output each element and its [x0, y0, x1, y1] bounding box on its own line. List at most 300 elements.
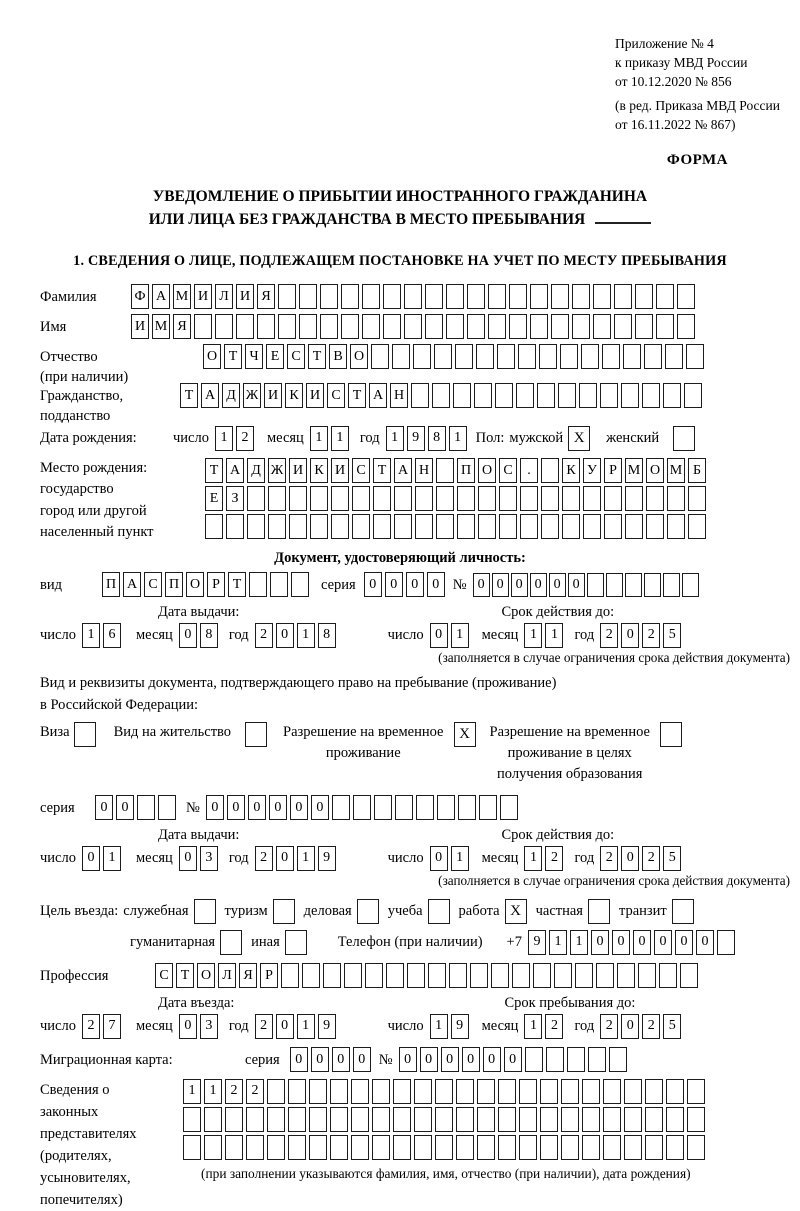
char-box[interactable]	[373, 486, 391, 511]
char-box[interactable]: 0	[504, 1047, 522, 1072]
char-box[interactable]	[194, 314, 212, 339]
char-box[interactable]	[278, 314, 296, 339]
char-box[interactable]: Я	[173, 314, 191, 339]
char-box[interactable]: С	[499, 458, 517, 483]
char-box[interactable]: А	[152, 284, 170, 309]
char-box[interactable]: И	[236, 284, 254, 309]
char-box[interactable]	[614, 284, 632, 309]
char-box[interactable]: А	[123, 572, 141, 597]
char-box[interactable]	[257, 314, 275, 339]
char-box[interactable]	[225, 1135, 243, 1160]
char-box[interactable]	[680, 963, 698, 988]
char-box[interactable]	[623, 344, 641, 369]
char-box[interactable]: С	[352, 458, 370, 483]
char-box[interactable]	[603, 1079, 621, 1104]
char-box[interactable]	[596, 963, 614, 988]
char-box[interactable]: З	[226, 486, 244, 511]
char-box[interactable]	[291, 572, 309, 597]
char-box[interactable]	[583, 514, 601, 539]
char-box[interactable]	[299, 314, 317, 339]
char-box[interactable]: 2	[255, 623, 273, 648]
char-box[interactable]: Р	[207, 572, 225, 597]
char-box[interactable]: 1	[524, 1014, 542, 1039]
char-box[interactable]	[449, 963, 467, 988]
char-box[interactable]: Т	[308, 344, 326, 369]
char-box[interactable]: 1	[297, 846, 315, 871]
char-box[interactable]	[498, 1107, 516, 1132]
char-box[interactable]	[446, 284, 464, 309]
char-box[interactable]	[625, 486, 643, 511]
char-box[interactable]: 0	[441, 1047, 459, 1072]
char-box[interactable]: У	[583, 458, 601, 483]
char-box[interactable]	[330, 1079, 348, 1104]
char-box[interactable]: Я	[239, 963, 257, 988]
char-box[interactable]	[309, 1079, 327, 1104]
char-box[interactable]	[341, 314, 359, 339]
char-box[interactable]	[330, 1135, 348, 1160]
char-box[interactable]	[499, 514, 517, 539]
char-box[interactable]	[604, 486, 622, 511]
char-box[interactable]	[575, 963, 593, 988]
char-box[interactable]	[456, 1079, 474, 1104]
char-box[interactable]	[137, 795, 155, 820]
char-box[interactable]	[537, 383, 555, 408]
char-box[interactable]: 0	[696, 930, 714, 955]
char-box[interactable]	[497, 344, 515, 369]
char-box[interactable]	[435, 1079, 453, 1104]
char-box[interactable]	[205, 514, 223, 539]
visa-checkbox[interactable]	[74, 722, 96, 747]
char-box[interactable]	[467, 314, 485, 339]
char-box[interactable]: 0	[290, 1047, 308, 1072]
char-box[interactable]	[477, 1107, 495, 1132]
char-box[interactable]	[663, 383, 681, 408]
char-box[interactable]	[560, 344, 578, 369]
char-box[interactable]: Л	[218, 963, 236, 988]
char-box[interactable]	[541, 458, 559, 483]
char-box[interactable]	[247, 486, 265, 511]
char-box[interactable]: Я	[257, 284, 275, 309]
char-box[interactable]: 1	[310, 426, 328, 451]
char-box[interactable]: 1	[204, 1079, 222, 1104]
char-box[interactable]	[645, 1107, 663, 1132]
char-box[interactable]	[470, 963, 488, 988]
char-box[interactable]	[609, 1047, 627, 1072]
char-box[interactable]: 0	[311, 795, 329, 820]
temp-residence-checkbox[interactable]: X	[454, 722, 476, 747]
char-box[interactable]	[425, 284, 443, 309]
char-box[interactable]: 1	[331, 426, 349, 451]
char-box[interactable]	[344, 963, 362, 988]
char-box[interactable]	[656, 284, 674, 309]
char-box[interactable]: А	[201, 383, 219, 408]
char-box[interactable]: Е	[266, 344, 284, 369]
purpose-humanitarian-checkbox[interactable]	[220, 930, 242, 955]
purpose-tourism-checkbox[interactable]	[273, 899, 295, 924]
char-box[interactable]	[331, 486, 349, 511]
char-box[interactable]	[572, 314, 590, 339]
char-box[interactable]: А	[394, 458, 412, 483]
char-box[interactable]	[414, 1135, 432, 1160]
char-box[interactable]	[525, 1047, 543, 1072]
char-box[interactable]	[247, 514, 265, 539]
char-box[interactable]	[158, 795, 176, 820]
char-box[interactable]	[467, 284, 485, 309]
char-box[interactable]	[540, 1135, 558, 1160]
char-box[interactable]: Ч	[245, 344, 263, 369]
char-box[interactable]	[411, 383, 429, 408]
char-box[interactable]	[225, 1107, 243, 1132]
char-box[interactable]	[477, 1079, 495, 1104]
char-box[interactable]	[717, 930, 735, 955]
char-box[interactable]: 0	[179, 623, 197, 648]
char-box[interactable]: 0	[473, 573, 490, 597]
char-box[interactable]	[246, 1135, 264, 1160]
char-box[interactable]	[353, 795, 371, 820]
char-box[interactable]: М	[625, 458, 643, 483]
sex-male-checkbox[interactable]: X	[568, 426, 590, 451]
char-box[interactable]	[474, 383, 492, 408]
char-box[interactable]: 1	[545, 623, 563, 648]
char-box[interactable]	[365, 963, 383, 988]
char-box[interactable]: 0	[430, 623, 448, 648]
char-box[interactable]	[215, 314, 233, 339]
char-box[interactable]: И	[131, 314, 149, 339]
char-box[interactable]: 0	[462, 1047, 480, 1072]
char-box[interactable]	[635, 314, 653, 339]
char-box[interactable]	[495, 383, 513, 408]
char-box[interactable]: И	[306, 383, 324, 408]
char-box[interactable]: 0	[430, 846, 448, 871]
char-box[interactable]	[479, 795, 497, 820]
char-box[interactable]: 2	[600, 1014, 618, 1039]
char-box[interactable]	[288, 1135, 306, 1160]
char-box[interactable]	[500, 795, 518, 820]
char-box[interactable]	[666, 1107, 684, 1132]
char-box[interactable]	[309, 1107, 327, 1132]
char-box[interactable]: К	[285, 383, 303, 408]
char-box[interactable]	[302, 963, 320, 988]
char-box[interactable]: 0	[483, 1047, 501, 1072]
char-box[interactable]	[624, 1107, 642, 1132]
char-box[interactable]	[518, 344, 536, 369]
char-box[interactable]: 0	[385, 572, 403, 597]
char-box[interactable]	[204, 1107, 222, 1132]
char-box[interactable]	[663, 573, 680, 597]
char-box[interactable]: 0	[82, 846, 100, 871]
char-box[interactable]	[249, 572, 267, 597]
char-box[interactable]	[435, 1107, 453, 1132]
char-box[interactable]: Т	[205, 458, 223, 483]
char-box[interactable]: 2	[236, 426, 254, 451]
char-box[interactable]: 0	[621, 1014, 639, 1039]
char-box[interactable]: А	[369, 383, 387, 408]
char-box[interactable]: 0	[621, 846, 639, 871]
sex-female-checkbox[interactable]	[673, 426, 695, 451]
char-box[interactable]	[644, 344, 662, 369]
char-box[interactable]	[331, 514, 349, 539]
char-box[interactable]	[642, 383, 660, 408]
char-box[interactable]	[498, 1135, 516, 1160]
char-box[interactable]	[546, 1047, 564, 1072]
char-box[interactable]	[478, 486, 496, 511]
char-box[interactable]	[645, 1135, 663, 1160]
char-box[interactable]	[434, 344, 452, 369]
char-box[interactable]: 0	[633, 930, 651, 955]
char-box[interactable]: 0	[248, 795, 266, 820]
char-box[interactable]: 9	[318, 846, 336, 871]
char-box[interactable]	[588, 1047, 606, 1072]
char-box[interactable]	[267, 1079, 285, 1104]
purpose-official-checkbox[interactable]	[194, 899, 216, 924]
char-box[interactable]: 0	[95, 795, 113, 820]
char-box[interactable]: 0	[621, 623, 639, 648]
char-box[interactable]: О	[350, 344, 368, 369]
char-box[interactable]	[583, 486, 601, 511]
char-box[interactable]: Т	[176, 963, 194, 988]
char-box[interactable]: Б	[688, 458, 706, 483]
char-box[interactable]	[520, 514, 538, 539]
char-box[interactable]	[656, 314, 674, 339]
char-box[interactable]: 0	[406, 572, 424, 597]
char-box[interactable]	[625, 573, 642, 597]
char-box[interactable]	[404, 284, 422, 309]
char-box[interactable]	[281, 963, 299, 988]
char-box[interactable]	[351, 1079, 369, 1104]
char-box[interactable]	[562, 514, 580, 539]
char-box[interactable]	[270, 572, 288, 597]
char-box[interactable]	[688, 514, 706, 539]
char-box[interactable]: М	[173, 284, 191, 309]
char-box[interactable]: 9	[451, 1014, 469, 1039]
char-box[interactable]: 0	[311, 1047, 329, 1072]
char-box[interactable]: 5	[663, 623, 681, 648]
char-box[interactable]	[310, 514, 328, 539]
char-box[interactable]	[477, 1135, 495, 1160]
char-box[interactable]	[561, 1107, 579, 1132]
char-box[interactable]	[562, 486, 580, 511]
char-box[interactable]	[621, 383, 639, 408]
purpose-transit-checkbox[interactable]	[672, 899, 694, 924]
char-box[interactable]: П	[102, 572, 120, 597]
char-box[interactable]: Е	[205, 486, 223, 511]
char-box[interactable]: Т	[348, 383, 366, 408]
char-box[interactable]	[539, 344, 557, 369]
char-box[interactable]	[603, 1107, 621, 1132]
char-box[interactable]	[684, 383, 702, 408]
char-box[interactable]: 2	[600, 623, 618, 648]
char-box[interactable]: 1	[451, 623, 469, 648]
char-box[interactable]: 7	[103, 1014, 121, 1039]
char-box[interactable]: 0	[116, 795, 134, 820]
char-box[interactable]: 2	[82, 1014, 100, 1039]
char-box[interactable]	[587, 573, 604, 597]
char-box[interactable]: О	[186, 572, 204, 597]
char-box[interactable]: 0	[612, 930, 630, 955]
char-box[interactable]: 5	[663, 1014, 681, 1039]
char-box[interactable]	[453, 383, 471, 408]
char-box[interactable]	[512, 963, 530, 988]
char-box[interactable]	[446, 314, 464, 339]
char-box[interactable]	[183, 1135, 201, 1160]
char-box[interactable]	[407, 963, 425, 988]
char-box[interactable]	[323, 963, 341, 988]
char-box[interactable]	[646, 486, 664, 511]
char-box[interactable]: Д	[247, 458, 265, 483]
purpose-private-checkbox[interactable]	[588, 899, 610, 924]
char-box[interactable]: 0	[364, 572, 382, 597]
char-box[interactable]: 0	[492, 573, 509, 597]
char-box[interactable]	[351, 1135, 369, 1160]
char-box[interactable]	[236, 314, 254, 339]
char-box[interactable]: 0	[530, 573, 547, 597]
char-box[interactable]	[519, 1135, 537, 1160]
char-box[interactable]	[554, 963, 572, 988]
char-box[interactable]: С	[287, 344, 305, 369]
char-box[interactable]	[299, 284, 317, 309]
char-box[interactable]: 9	[318, 1014, 336, 1039]
char-box[interactable]: 1	[430, 1014, 448, 1039]
purpose-work-checkbox[interactable]: X	[505, 899, 527, 924]
char-box[interactable]: 0	[511, 573, 528, 597]
char-box[interactable]	[665, 344, 683, 369]
char-box[interactable]: Л	[215, 284, 233, 309]
char-box[interactable]	[383, 314, 401, 339]
char-box[interactable]: 2	[642, 846, 660, 871]
char-box[interactable]: 1	[570, 930, 588, 955]
char-box[interactable]: .	[520, 458, 538, 483]
char-box[interactable]: Т	[180, 383, 198, 408]
char-box[interactable]: М	[152, 314, 170, 339]
char-box[interactable]	[561, 1079, 579, 1104]
char-box[interactable]	[541, 514, 559, 539]
char-box[interactable]	[395, 795, 413, 820]
char-box[interactable]: Т	[224, 344, 242, 369]
char-box[interactable]	[458, 795, 476, 820]
char-box[interactable]	[488, 314, 506, 339]
char-box[interactable]: 9	[407, 426, 425, 451]
char-box[interactable]: Т	[373, 458, 391, 483]
purpose-study-checkbox[interactable]	[428, 899, 450, 924]
char-box[interactable]: 6	[103, 623, 121, 648]
char-box[interactable]	[498, 1079, 516, 1104]
char-box[interactable]	[677, 314, 695, 339]
char-box[interactable]: 0	[399, 1047, 417, 1072]
char-box[interactable]	[332, 795, 350, 820]
char-box[interactable]: О	[197, 963, 215, 988]
char-box[interactable]: 1	[215, 426, 233, 451]
char-box[interactable]: 0	[276, 623, 294, 648]
char-box[interactable]	[393, 1135, 411, 1160]
char-box[interactable]	[519, 1107, 537, 1132]
char-box[interactable]	[682, 573, 699, 597]
char-box[interactable]	[646, 514, 664, 539]
char-box[interactable]	[603, 1135, 621, 1160]
char-box[interactable]	[267, 1135, 285, 1160]
purpose-other-checkbox[interactable]	[285, 930, 307, 955]
char-box[interactable]: К	[310, 458, 328, 483]
char-box[interactable]	[310, 486, 328, 511]
char-box[interactable]	[226, 514, 244, 539]
char-box[interactable]: О	[203, 344, 221, 369]
char-box[interactable]: 1	[524, 623, 542, 648]
char-box[interactable]	[551, 284, 569, 309]
char-box[interactable]	[374, 795, 392, 820]
char-box[interactable]: П	[457, 458, 475, 483]
char-box[interactable]	[677, 284, 695, 309]
char-box[interactable]	[320, 284, 338, 309]
char-box[interactable]	[659, 963, 677, 988]
char-box[interactable]: 2	[545, 846, 563, 871]
char-box[interactable]: 2	[642, 623, 660, 648]
char-box[interactable]: 5	[663, 846, 681, 871]
char-box[interactable]	[666, 1079, 684, 1104]
char-box[interactable]	[509, 314, 527, 339]
char-box[interactable]	[540, 1107, 558, 1132]
char-box[interactable]	[432, 383, 450, 408]
char-box[interactable]	[436, 486, 454, 511]
char-box[interactable]: 1	[451, 846, 469, 871]
char-box[interactable]	[428, 963, 446, 988]
char-box[interactable]	[667, 514, 685, 539]
char-box[interactable]	[606, 573, 623, 597]
char-box[interactable]	[687, 1107, 705, 1132]
char-box[interactable]	[320, 314, 338, 339]
char-box[interactable]	[644, 573, 661, 597]
char-box[interactable]	[436, 458, 454, 483]
char-box[interactable]: С	[327, 383, 345, 408]
char-box[interactable]	[602, 344, 620, 369]
char-box[interactable]	[638, 963, 656, 988]
char-box[interactable]: 0	[420, 1047, 438, 1072]
char-box[interactable]: Ф	[131, 284, 149, 309]
char-box[interactable]: 0	[179, 846, 197, 871]
char-box[interactable]	[288, 1107, 306, 1132]
char-box[interactable]: М	[667, 458, 685, 483]
char-box[interactable]: О	[478, 458, 496, 483]
char-box[interactable]	[372, 1107, 390, 1132]
char-box[interactable]	[414, 1107, 432, 1132]
char-box[interactable]	[456, 1107, 474, 1132]
char-box[interactable]	[579, 383, 597, 408]
char-box[interactable]: Р	[604, 458, 622, 483]
char-box[interactable]: И	[264, 383, 282, 408]
char-box[interactable]	[416, 795, 434, 820]
char-box[interactable]	[488, 284, 506, 309]
char-box[interactable]	[373, 514, 391, 539]
char-box[interactable]	[383, 284, 401, 309]
char-box[interactable]	[687, 1079, 705, 1104]
char-box[interactable]	[551, 314, 569, 339]
char-box[interactable]	[624, 1135, 642, 1160]
char-box[interactable]	[393, 1079, 411, 1104]
char-box[interactable]	[352, 514, 370, 539]
char-box[interactable]	[516, 383, 534, 408]
char-box[interactable]: 3	[200, 1014, 218, 1039]
char-box[interactable]	[394, 514, 412, 539]
char-box[interactable]	[425, 314, 443, 339]
char-box[interactable]: 1	[549, 930, 567, 955]
char-box[interactable]	[624, 1079, 642, 1104]
char-box[interactable]: Н	[390, 383, 408, 408]
char-box[interactable]	[455, 344, 473, 369]
char-box[interactable]	[362, 314, 380, 339]
char-box[interactable]	[645, 1079, 663, 1104]
char-box[interactable]	[614, 314, 632, 339]
char-box[interactable]: Ж	[243, 383, 261, 408]
char-box[interactable]: 1	[297, 623, 315, 648]
char-box[interactable]	[204, 1135, 222, 1160]
